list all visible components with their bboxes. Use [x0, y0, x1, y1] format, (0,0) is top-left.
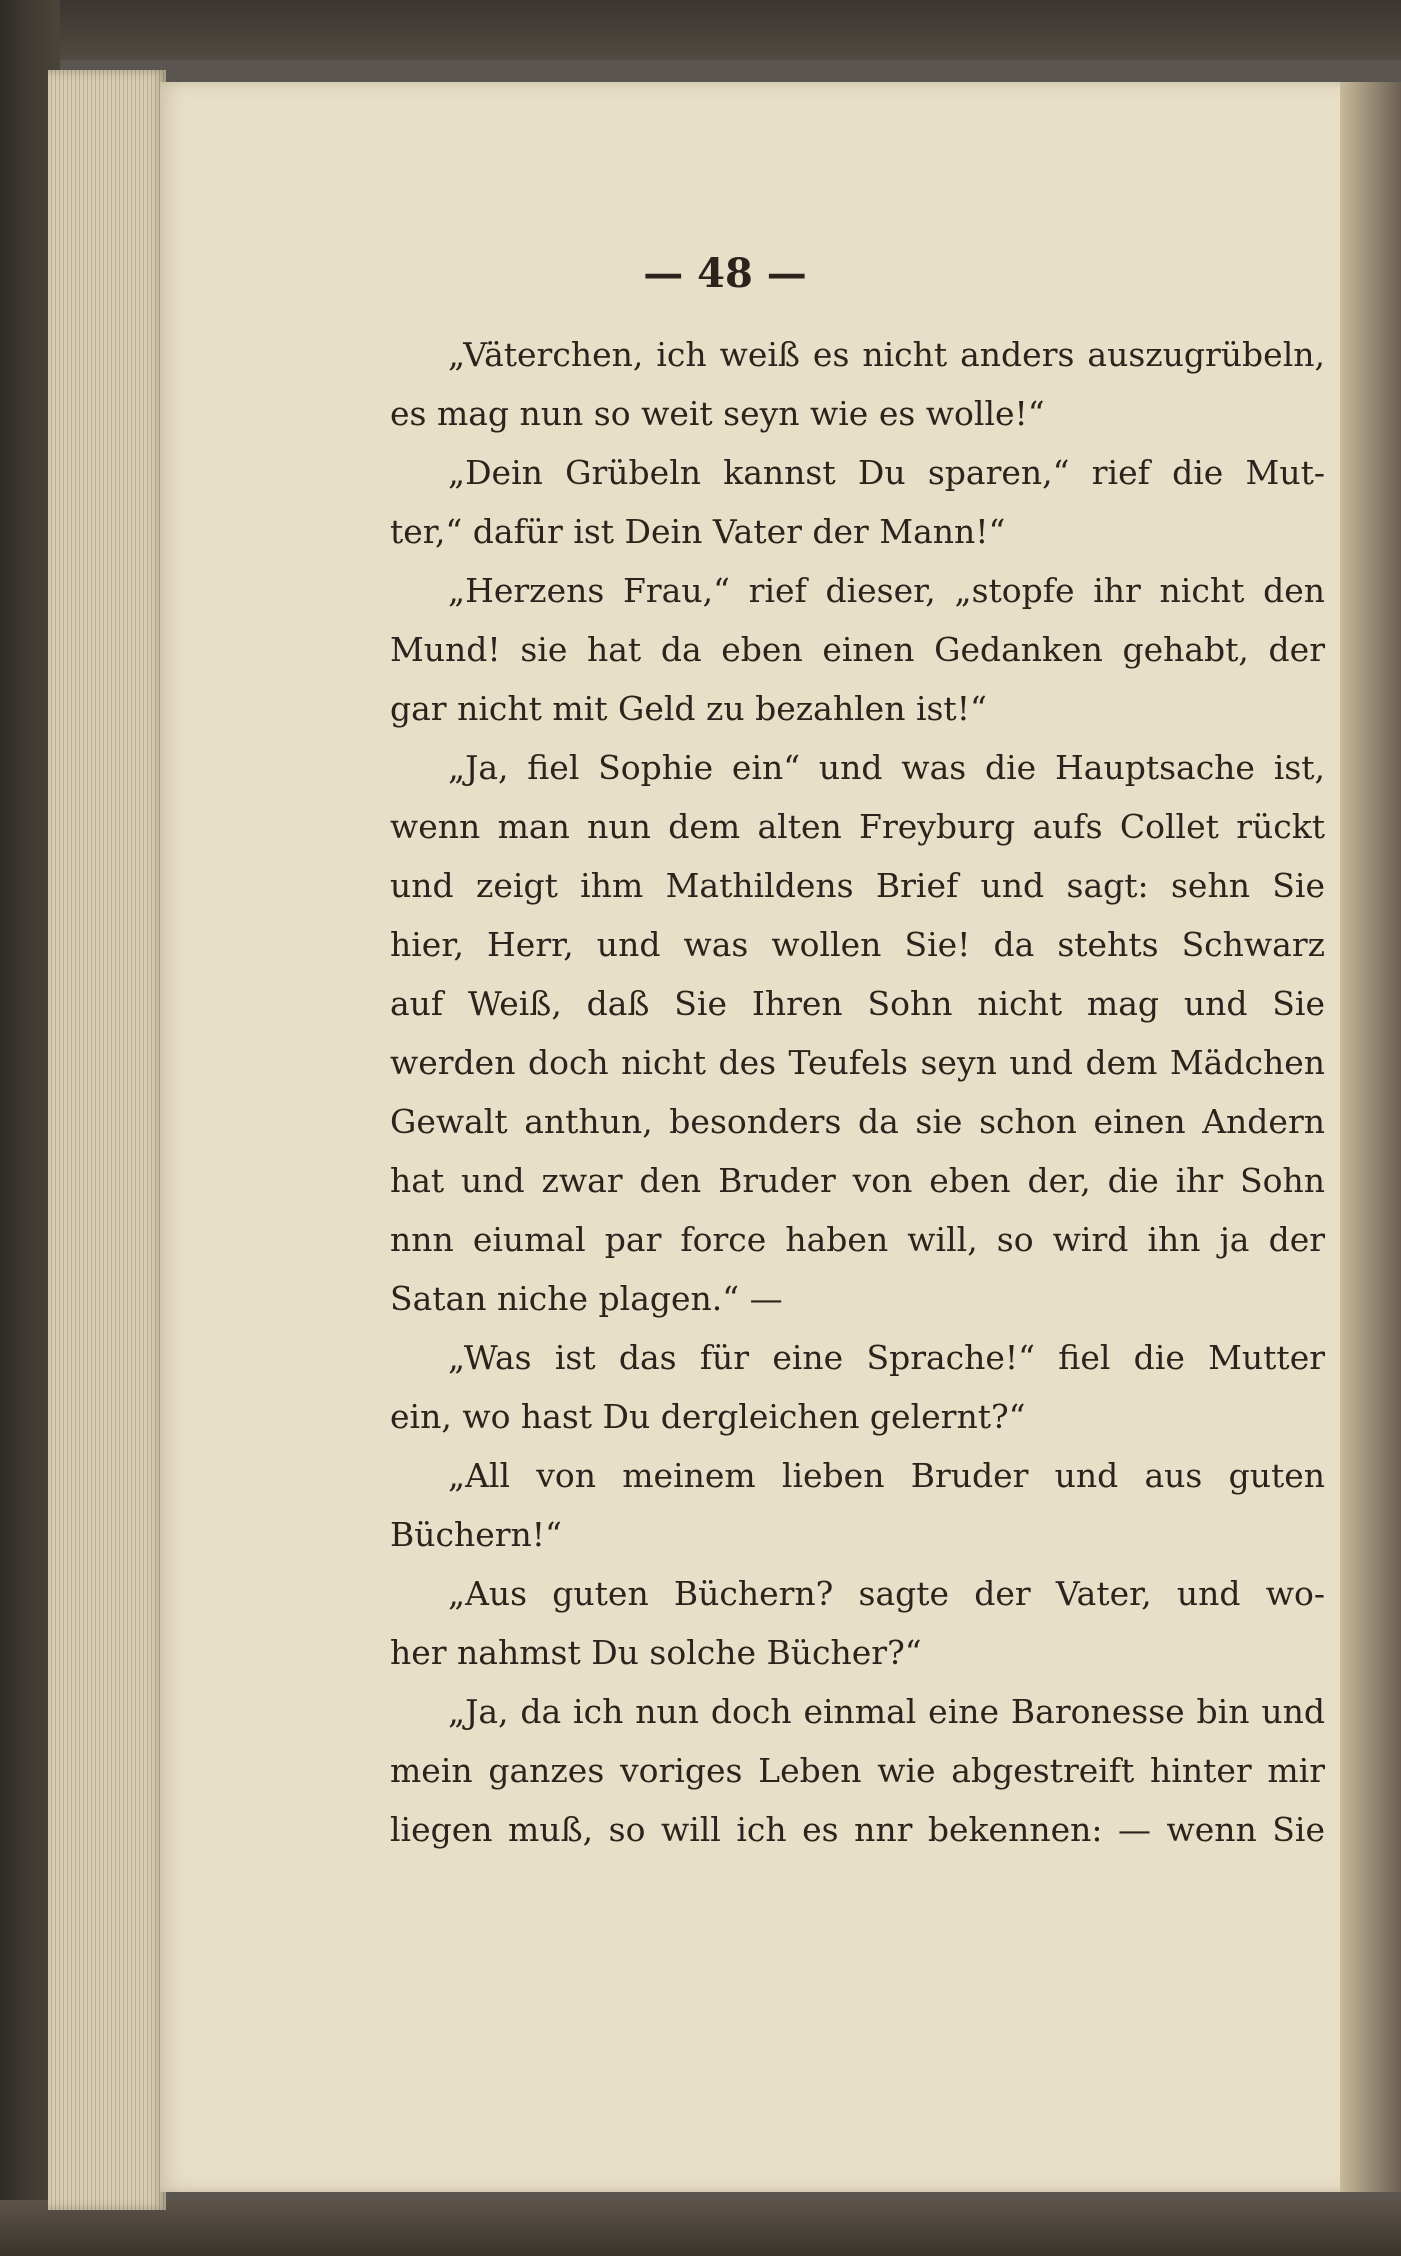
text-line: hier, Herr, und was wollen Sie! da stehts Schwarz	[390, 925, 1325, 964]
text-line: „Dein Grübeln kannst Du sparen,“ rief die Mut-	[448, 453, 1325, 492]
text-line: „Herzens Frau,“ rief dieser, „stopfe ihr nicht den	[448, 571, 1325, 610]
text-line: Satan niche plagen.“ —	[390, 1279, 783, 1318]
page-stack-edges	[48, 70, 166, 2210]
text-line: ein, wo hast Du dergleichen gelernt?“	[390, 1397, 1026, 1436]
text-line: und zeigt ihm Mathildens Brief und sagt: sehn Sie	[390, 866, 1325, 905]
text-line: Gewalt anthun, besonders da sie schon einen Andern	[390, 1102, 1325, 1141]
text-line: „Väterchen, ich weiß es nicht anders auszugrübeln,	[448, 335, 1325, 374]
book-cover-bottom	[0, 2200, 1401, 2256]
text-line: wenn man nun dem alten Freyburg aufs Collet rückt	[390, 807, 1325, 846]
text-line: mein ganzes voriges Leben wie abgestreift hinter mir	[390, 1751, 1325, 1790]
text-line: liegen muß, so will ich es nnr bekennen: — wenn Sie	[390, 1810, 1325, 1849]
text-line: „Ja, da ich nun doch einmal eine Baronesse bin und	[448, 1692, 1325, 1731]
text-line: es mag nun so weit seyn wie es wolle!“	[390, 394, 1045, 433]
text-line: nnn eiumal par force haben will, so wird ihn ja der	[390, 1220, 1325, 1259]
text-line: ter,“ dafür ist Dein Vater der Mann!“	[390, 512, 1006, 551]
text-line: hat und zwar den Bruder von eben der, die ihr Sohn	[390, 1161, 1325, 1200]
text-line: her nahmst Du solche Bücher?“	[390, 1633, 922, 1672]
text-line: Mund! sie hat da eben einen Gedanken gehabt, der	[390, 630, 1325, 669]
text-line: auf Weiß, daß Sie Ihren Sohn nicht mag und Sie	[390, 984, 1325, 1023]
page-number: — 48 —	[643, 250, 807, 297]
text-line: werden doch nicht des Teufels seyn und dem Mädchen	[390, 1043, 1325, 1082]
text-line: Büchern!“	[390, 1515, 562, 1554]
text-line: gar nicht mit Geld zu bezahlen ist!“	[390, 689, 987, 728]
text-line: „Aus guten Büchern? sagte der Vater, und wo-	[448, 1574, 1325, 1613]
text-line: „Ja, fiel Sophie ein“ und was die Hauptsache ist,	[448, 748, 1325, 787]
text-line: „Was ist das für eine Sprache!“ fiel die Mutter	[448, 1338, 1325, 1377]
text-line: „All von meinem lieben Bruder und aus guten	[448, 1456, 1325, 1495]
book-cover-top	[0, 0, 1401, 60]
page-edge-shadow	[1340, 82, 1401, 2192]
body-text	[390, 325, 1325, 1859]
